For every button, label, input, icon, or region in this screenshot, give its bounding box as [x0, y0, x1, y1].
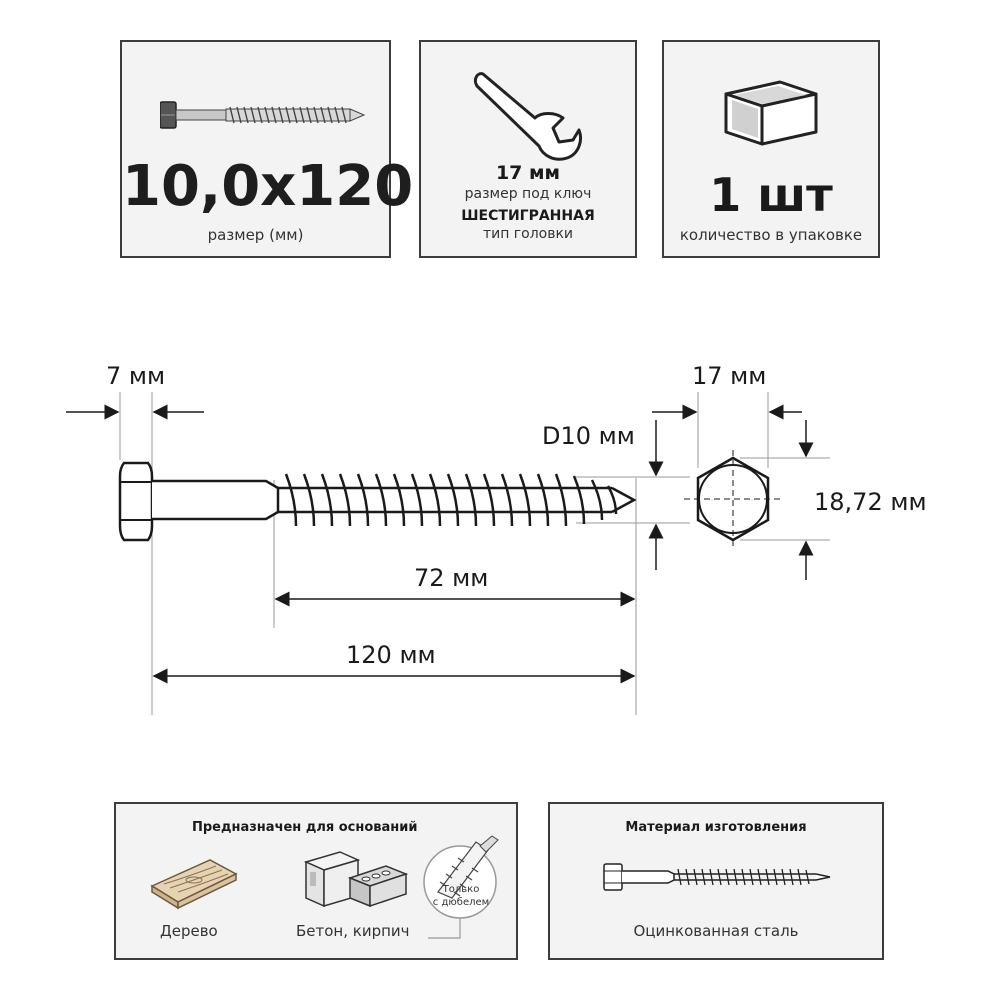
key-card	[419, 40, 637, 258]
screw-thread	[278, 474, 634, 526]
quantity-value: 1 шт	[709, 168, 833, 222]
head-type-value: ШЕСТИГРАННАЯ	[461, 208, 595, 224]
size-caption: размер (мм)	[207, 226, 304, 244]
bases-card	[114, 802, 518, 960]
concrete-brick-icon	[302, 848, 412, 912]
head-height-label: 7 мм	[106, 362, 166, 390]
package-box-icon	[718, 64, 828, 164]
size-value: 10,0x120	[122, 154, 414, 219]
material-card	[548, 802, 884, 960]
wrench-icon	[469, 66, 587, 166]
wood-plank-icon	[150, 856, 238, 910]
key-caption: размер под ключ	[464, 186, 592, 202]
screw-icon-small	[602, 860, 834, 896]
screw-shank	[152, 481, 278, 519]
thread-length-label: 72 мм	[414, 564, 489, 592]
dowel-note-line1: Только	[442, 884, 480, 895]
screw-icon	[160, 100, 366, 132]
total-length-label: 120 мм	[346, 641, 436, 669]
dowel-note-line2: с дюбелем	[432, 897, 490, 908]
screw-head-end	[684, 450, 782, 548]
thread-diameter-label: D10 мм	[542, 422, 635, 450]
key-width-label: 17 мм	[692, 362, 767, 390]
bases-title: Предназначен для оснований	[192, 820, 418, 835]
head-type-caption: тип головки	[482, 226, 574, 242]
screw-head-side	[120, 463, 152, 540]
quantity-caption: количество в упаковке	[679, 226, 863, 244]
key-value: 17 мм	[495, 162, 561, 184]
head-diagonal-label: 18,72 мм	[814, 488, 927, 516]
concrete-label: Бетон, кирпич	[296, 922, 410, 940]
wood-label: Дерево	[160, 922, 218, 940]
material-title: Материал изготовления	[625, 820, 807, 835]
size-card	[120, 40, 414, 258]
material-value: Оцинкованная сталь	[633, 922, 799, 940]
quantity-card	[662, 40, 880, 258]
